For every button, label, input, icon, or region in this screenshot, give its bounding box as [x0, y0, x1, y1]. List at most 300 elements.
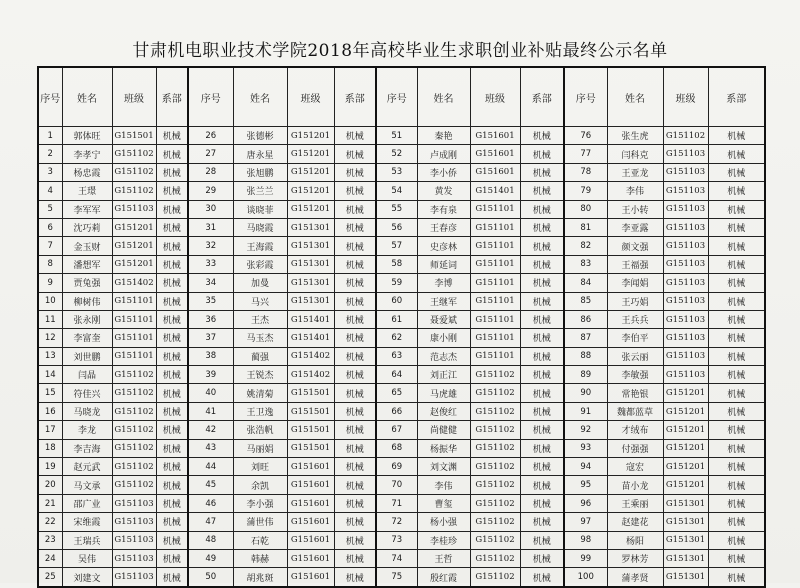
- class-code-cell: G151201: [663, 402, 708, 420]
- class-code-cell: G151201: [287, 163, 334, 181]
- student-name-cell: 宋维霞: [62, 513, 112, 531]
- department-cell: 机械: [520, 549, 564, 567]
- row-number-cell: 40: [188, 384, 233, 402]
- department-cell: 机械: [156, 476, 188, 494]
- student-name-cell: 范志杰: [417, 347, 470, 365]
- student-name-cell: 张永刚: [62, 310, 112, 328]
- department-cell: 机械: [520, 476, 564, 494]
- department-cell: 机械: [156, 384, 188, 402]
- class-code-cell: G151101: [470, 200, 520, 218]
- department-cell: 机械: [708, 218, 765, 236]
- student-name-cell: 张浩帆: [233, 421, 287, 439]
- row-number-cell: 48: [188, 531, 233, 549]
- row-number-cell: 50: [188, 568, 233, 587]
- row-number-cell: 85: [564, 292, 607, 310]
- row-number-cell: 65: [376, 384, 417, 402]
- student-name-cell: 殷红霞: [417, 568, 470, 587]
- student-name-cell: 马晓霞: [233, 218, 287, 236]
- class-code-cell: G151102: [470, 402, 520, 420]
- department-cell: 机械: [520, 329, 564, 347]
- student-name-cell: 李孝宁: [62, 145, 112, 163]
- row-number-cell: 51: [376, 127, 417, 145]
- student-name-cell: 石乾: [233, 531, 287, 549]
- row-number-cell: 44: [188, 458, 233, 476]
- student-name-cell: 李小侨: [417, 163, 470, 181]
- row-number-cell: 11: [38, 310, 62, 328]
- department-cell: 机械: [708, 494, 765, 512]
- row-number-cell: 39: [188, 366, 233, 384]
- row-number-cell: 19: [38, 458, 62, 476]
- student-name-cell: 沈巧莉: [62, 218, 112, 236]
- class-code-cell: G151103: [663, 329, 708, 347]
- row-number-cell: 86: [564, 310, 607, 328]
- department-cell: 机械: [708, 255, 765, 273]
- row-number-cell: 2: [38, 145, 62, 163]
- class-code-cell: G151101: [470, 347, 520, 365]
- column-header: 姓名: [233, 67, 287, 127]
- department-cell: 机械: [520, 384, 564, 402]
- row-number-cell: 92: [564, 421, 607, 439]
- class-code-cell: G151101: [470, 237, 520, 255]
- row-number-cell: 70: [376, 476, 417, 494]
- student-name-cell: 闫晶: [62, 366, 112, 384]
- row-number-cell: 98: [564, 531, 607, 549]
- student-name-cell: 张旭鹏: [233, 163, 287, 181]
- class-code-cell: G151301: [287, 274, 334, 292]
- student-name-cell: 姚清菊: [233, 384, 287, 402]
- student-name-cell: 王哲: [417, 549, 470, 567]
- department-cell: 机械: [334, 402, 376, 420]
- student-name-cell: 李小强: [233, 494, 287, 512]
- column-header: 系部: [520, 67, 564, 127]
- row-number-cell: 76: [564, 127, 607, 145]
- student-name-cell: 康小刚: [417, 329, 470, 347]
- class-code-cell: G151301: [287, 237, 334, 255]
- student-name-cell: 李桂珍: [417, 531, 470, 549]
- row-number-cell: 33: [188, 255, 233, 273]
- department-cell: 机械: [156, 347, 188, 365]
- class-code-cell: G151102: [112, 476, 156, 494]
- student-name-cell: 金玉财: [62, 237, 112, 255]
- row-number-cell: 79: [564, 182, 607, 200]
- row-number-cell: 22: [38, 513, 62, 531]
- table-row: [38, 347, 765, 365]
- class-code-cell: G151201: [287, 127, 334, 145]
- row-number-cell: 29: [188, 182, 233, 200]
- department-cell: 机械: [520, 200, 564, 218]
- student-name-cell: 马兴: [233, 292, 287, 310]
- department-cell: 机械: [334, 310, 376, 328]
- student-name-cell: 赵元武: [62, 458, 112, 476]
- student-name-cell: 尚健健: [417, 421, 470, 439]
- department-cell: 机械: [334, 549, 376, 567]
- student-name-cell: 马虎雄: [417, 384, 470, 402]
- table-row: [38, 494, 765, 512]
- row-number-cell: 17: [38, 421, 62, 439]
- department-cell: 机械: [156, 127, 188, 145]
- row-number-cell: 3: [38, 163, 62, 181]
- row-number-cell: 1: [38, 127, 62, 145]
- student-name-cell: 马晓龙: [62, 402, 112, 420]
- department-cell: 机械: [334, 421, 376, 439]
- student-name-cell: 刘世鹏: [62, 347, 112, 365]
- department-cell: 机械: [156, 218, 188, 236]
- department-cell: 机械: [156, 458, 188, 476]
- table-row: [38, 218, 765, 236]
- row-number-cell: 94: [564, 458, 607, 476]
- department-cell: 机械: [520, 421, 564, 439]
- department-cell: 机械: [520, 255, 564, 273]
- class-code-cell: G151401: [470, 182, 520, 200]
- table-row: [38, 439, 765, 457]
- row-number-cell: 84: [564, 274, 607, 292]
- student-name-cell: 王继军: [417, 292, 470, 310]
- row-number-cell: 27: [188, 145, 233, 163]
- class-code-cell: G151101: [112, 329, 156, 347]
- department-cell: 机械: [520, 127, 564, 145]
- class-code-cell: G151201: [663, 476, 708, 494]
- department-cell: 机械: [334, 255, 376, 273]
- student-name-cell: 王春彦: [417, 218, 470, 236]
- row-number-cell: 95: [564, 476, 607, 494]
- student-name-cell: 蒲世伟: [233, 513, 287, 531]
- row-number-cell: 82: [564, 237, 607, 255]
- student-name-cell: 杨小强: [417, 513, 470, 531]
- class-code-cell: G151601: [287, 494, 334, 512]
- row-number-cell: 47: [188, 513, 233, 531]
- department-cell: 机械: [334, 292, 376, 310]
- department-cell: 机械: [520, 402, 564, 420]
- student-name-cell: 颜文强: [607, 237, 663, 255]
- department-cell: 机械: [156, 402, 188, 420]
- class-code-cell: G151103: [663, 218, 708, 236]
- column-header: 班级: [663, 67, 708, 127]
- student-name-cell: 李博: [417, 274, 470, 292]
- class-code-cell: G151103: [663, 237, 708, 255]
- row-number-cell: 14: [38, 366, 62, 384]
- row-number-cell: 36: [188, 310, 233, 328]
- department-cell: 机械: [708, 200, 765, 218]
- department-cell: 机械: [708, 163, 765, 181]
- student-name-cell: 马文承: [62, 476, 112, 494]
- table-row: [38, 200, 765, 218]
- class-code-cell: G151102: [470, 458, 520, 476]
- student-name-cell: 常艳银: [607, 384, 663, 402]
- department-cell: 机械: [708, 402, 765, 420]
- class-code-cell: G151101: [470, 255, 520, 273]
- department-cell: 机械: [708, 292, 765, 310]
- row-number-cell: 37: [188, 329, 233, 347]
- row-number-cell: 13: [38, 347, 62, 365]
- class-code-cell: G151201: [112, 237, 156, 255]
- row-number-cell: 62: [376, 329, 417, 347]
- column-header: 姓名: [62, 67, 112, 127]
- table-row: [38, 255, 765, 273]
- class-code-cell: G151501: [287, 384, 334, 402]
- table-row: [38, 421, 765, 439]
- department-cell: 机械: [156, 421, 188, 439]
- student-name-cell: 苗小龙: [607, 476, 663, 494]
- class-code-cell: G151103: [112, 494, 156, 512]
- department-cell: 机械: [520, 145, 564, 163]
- row-number-cell: 20: [38, 476, 62, 494]
- student-name-cell: 王巧娟: [607, 292, 663, 310]
- row-number-cell: 16: [38, 402, 62, 420]
- class-code-cell: G151102: [470, 439, 520, 457]
- class-code-cell: G151301: [663, 494, 708, 512]
- header-row: [38, 67, 765, 127]
- department-cell: 机械: [156, 237, 188, 255]
- row-number-cell: 73: [376, 531, 417, 549]
- department-cell: 机械: [156, 163, 188, 181]
- row-number-cell: 5: [38, 200, 62, 218]
- row-number-cell: 78: [564, 163, 607, 181]
- class-code-cell: G151103: [663, 310, 708, 328]
- column-header: 姓名: [607, 67, 663, 127]
- row-number-cell: 38: [188, 347, 233, 365]
- department-cell: 机械: [334, 568, 376, 587]
- row-number-cell: 93: [564, 439, 607, 457]
- row-number-cell: 31: [188, 218, 233, 236]
- department-cell: 机械: [334, 218, 376, 236]
- department-cell: 机械: [520, 292, 564, 310]
- class-code-cell: G151102: [112, 384, 156, 402]
- row-number-cell: 58: [376, 255, 417, 273]
- department-cell: 机械: [708, 476, 765, 494]
- roster-body: [38, 127, 765, 587]
- row-number-cell: 45: [188, 476, 233, 494]
- department-cell: 机械: [520, 347, 564, 365]
- student-name-cell: 刘旺: [233, 458, 287, 476]
- table-row: [38, 182, 765, 200]
- department-cell: 机械: [708, 549, 765, 567]
- student-name-cell: 闫科克: [607, 145, 663, 163]
- student-name-cell: 付强强: [607, 439, 663, 457]
- column-header: 姓名: [417, 67, 470, 127]
- class-code-cell: G151102: [112, 421, 156, 439]
- row-number-cell: 83: [564, 255, 607, 273]
- row-number-cell: 61: [376, 310, 417, 328]
- student-name-cell: 王杰: [233, 310, 287, 328]
- student-name-cell: 卢成刚: [417, 145, 470, 163]
- student-name-cell: 王璟: [62, 182, 112, 200]
- class-code-cell: G151301: [287, 292, 334, 310]
- student-name-cell: 李龙: [62, 421, 112, 439]
- row-number-cell: 63: [376, 347, 417, 365]
- student-name-cell: 李伯平: [607, 329, 663, 347]
- class-code-cell: G151102: [470, 384, 520, 402]
- class-code-cell: G151201: [287, 145, 334, 163]
- column-header: 序号: [38, 67, 62, 127]
- class-code-cell: G151402: [287, 347, 334, 365]
- table-row: [38, 549, 765, 567]
- student-name-cell: 史彦林: [417, 237, 470, 255]
- student-name-cell: 韩赫: [233, 549, 287, 567]
- class-code-cell: G151301: [663, 568, 708, 587]
- class-code-cell: G151201: [663, 421, 708, 439]
- row-number-cell: 77: [564, 145, 607, 163]
- class-code-cell: G151102: [470, 531, 520, 549]
- class-code-cell: G151103: [112, 200, 156, 218]
- student-name-cell: 张彩霞: [233, 255, 287, 273]
- row-number-cell: 97: [564, 513, 607, 531]
- student-name-cell: 王福强: [607, 255, 663, 273]
- class-code-cell: G151102: [470, 549, 520, 567]
- class-code-cell: G151301: [663, 549, 708, 567]
- table-row: [38, 568, 765, 587]
- row-number-cell: 32: [188, 237, 233, 255]
- row-number-cell: 26: [188, 127, 233, 145]
- department-cell: 机械: [708, 531, 765, 549]
- column-header: 系部: [334, 67, 376, 127]
- department-cell: 机械: [156, 329, 188, 347]
- row-number-cell: 12: [38, 329, 62, 347]
- row-number-cell: 91: [564, 402, 607, 420]
- department-cell: 机械: [708, 310, 765, 328]
- student-name-cell: 蒲孝贤: [607, 568, 663, 587]
- row-number-cell: 88: [564, 347, 607, 365]
- page-title: 甘肃机电职业技术学院2018年高校毕业生求职创业补贴最终公示名单: [132, 41, 668, 61]
- student-name-cell: 赵建花: [607, 513, 663, 531]
- class-code-cell: G151102: [112, 366, 156, 384]
- department-cell: 机械: [520, 182, 564, 200]
- department-cell: 机械: [156, 513, 188, 531]
- department-cell: 机械: [334, 439, 376, 457]
- class-code-cell: G151103: [663, 182, 708, 200]
- row-number-cell: 28: [188, 163, 233, 181]
- row-number-cell: 87: [564, 329, 607, 347]
- class-code-cell: G151103: [112, 549, 156, 567]
- department-cell: 机械: [156, 200, 188, 218]
- row-number-cell: 46: [188, 494, 233, 512]
- department-cell: 机械: [334, 127, 376, 145]
- row-number-cell: 54: [376, 182, 417, 200]
- row-number-cell: 6: [38, 218, 62, 236]
- student-name-cell: 李军军: [62, 200, 112, 218]
- class-code-cell: G151601: [287, 549, 334, 567]
- table-row: [38, 237, 765, 255]
- department-cell: 机械: [520, 458, 564, 476]
- department-cell: 机械: [520, 439, 564, 457]
- department-cell: 机械: [334, 347, 376, 365]
- row-number-cell: 72: [376, 513, 417, 531]
- department-cell: 机械: [708, 513, 765, 531]
- student-name-cell: 刘建文: [62, 568, 112, 587]
- department-cell: 机械: [156, 549, 188, 567]
- department-cell: 机械: [708, 366, 765, 384]
- row-number-cell: 15: [38, 384, 62, 402]
- row-number-cell: 7: [38, 237, 62, 255]
- row-number-cell: 69: [376, 458, 417, 476]
- table-row: [38, 163, 765, 181]
- student-name-cell: 谈晓菲: [233, 200, 287, 218]
- class-code-cell: G151501: [112, 127, 156, 145]
- class-code-cell: G151301: [663, 531, 708, 549]
- column-header: 序号: [188, 67, 233, 127]
- table-row: [38, 310, 765, 328]
- row-number-cell: 66: [376, 402, 417, 420]
- department-cell: 机械: [520, 163, 564, 181]
- class-code-cell: G151102: [470, 421, 520, 439]
- class-code-cell: G151601: [287, 513, 334, 531]
- column-header: 系部: [156, 67, 188, 127]
- department-cell: 机械: [334, 366, 376, 384]
- class-code-cell: G151102: [112, 402, 156, 420]
- row-number-cell: 57: [376, 237, 417, 255]
- class-code-cell: G151201: [663, 439, 708, 457]
- row-number-cell: 90: [564, 384, 607, 402]
- row-number-cell: 25: [38, 568, 62, 587]
- class-code-cell: G151103: [112, 513, 156, 531]
- student-name-cell: 符佳兴: [62, 384, 112, 402]
- row-number-cell: 10: [38, 292, 62, 310]
- student-name-cell: 王锐杰: [233, 366, 287, 384]
- department-cell: 机械: [156, 531, 188, 549]
- department-cell: 机械: [708, 439, 765, 457]
- class-code-cell: G151501: [287, 439, 334, 457]
- student-name-cell: 黄发: [417, 182, 470, 200]
- row-number-cell: 9: [38, 274, 62, 292]
- class-code-cell: G151102: [470, 476, 520, 494]
- class-code-cell: G151402: [112, 274, 156, 292]
- student-name-cell: 柳树伟: [62, 292, 112, 310]
- class-code-cell: G151102: [663, 127, 708, 145]
- class-code-cell: G151201: [112, 255, 156, 273]
- department-cell: 机械: [520, 568, 564, 587]
- row-number-cell: 8: [38, 255, 62, 273]
- row-number-cell: 71: [376, 494, 417, 512]
- row-number-cell: 75: [376, 568, 417, 587]
- student-name-cell: 罗林芳: [607, 549, 663, 567]
- row-number-cell: 41: [188, 402, 233, 420]
- class-code-cell: G151103: [663, 347, 708, 365]
- student-name-cell: 刘文渊: [417, 458, 470, 476]
- student-name-cell: 杨忠霞: [62, 163, 112, 181]
- department-cell: 机械: [334, 476, 376, 494]
- student-name-cell: 加曼: [233, 274, 287, 292]
- row-number-cell: 59: [376, 274, 417, 292]
- column-header: 序号: [564, 67, 607, 127]
- department-cell: 机械: [708, 421, 765, 439]
- row-number-cell: 96: [564, 494, 607, 512]
- row-number-cell: 30: [188, 200, 233, 218]
- department-cell: 机械: [520, 366, 564, 384]
- table-row: [38, 476, 765, 494]
- column-header: 班级: [112, 67, 156, 127]
- class-code-cell: G151501: [287, 421, 334, 439]
- class-code-cell: G151601: [287, 476, 334, 494]
- class-code-cell: G151101: [112, 310, 156, 328]
- student-name-cell: 王小转: [607, 200, 663, 218]
- class-code-cell: G151103: [663, 163, 708, 181]
- department-cell: 机械: [156, 439, 188, 457]
- student-name-cell: 余凯: [233, 476, 287, 494]
- student-name-cell: 王海霞: [233, 237, 287, 255]
- student-name-cell: 秦艳: [417, 127, 470, 145]
- department-cell: 机械: [334, 163, 376, 181]
- class-code-cell: G151103: [663, 274, 708, 292]
- table-row: [38, 513, 765, 531]
- department-cell: 机械: [156, 274, 188, 292]
- class-code-cell: G151601: [287, 568, 334, 587]
- department-cell: 机械: [334, 531, 376, 549]
- student-name-cell: 李富奎: [62, 329, 112, 347]
- student-name-cell: 贾兔强: [62, 274, 112, 292]
- class-code-cell: G151301: [287, 255, 334, 273]
- department-cell: 机械: [156, 568, 188, 587]
- row-number-cell: 34: [188, 274, 233, 292]
- student-name-cell: 寇宏: [607, 458, 663, 476]
